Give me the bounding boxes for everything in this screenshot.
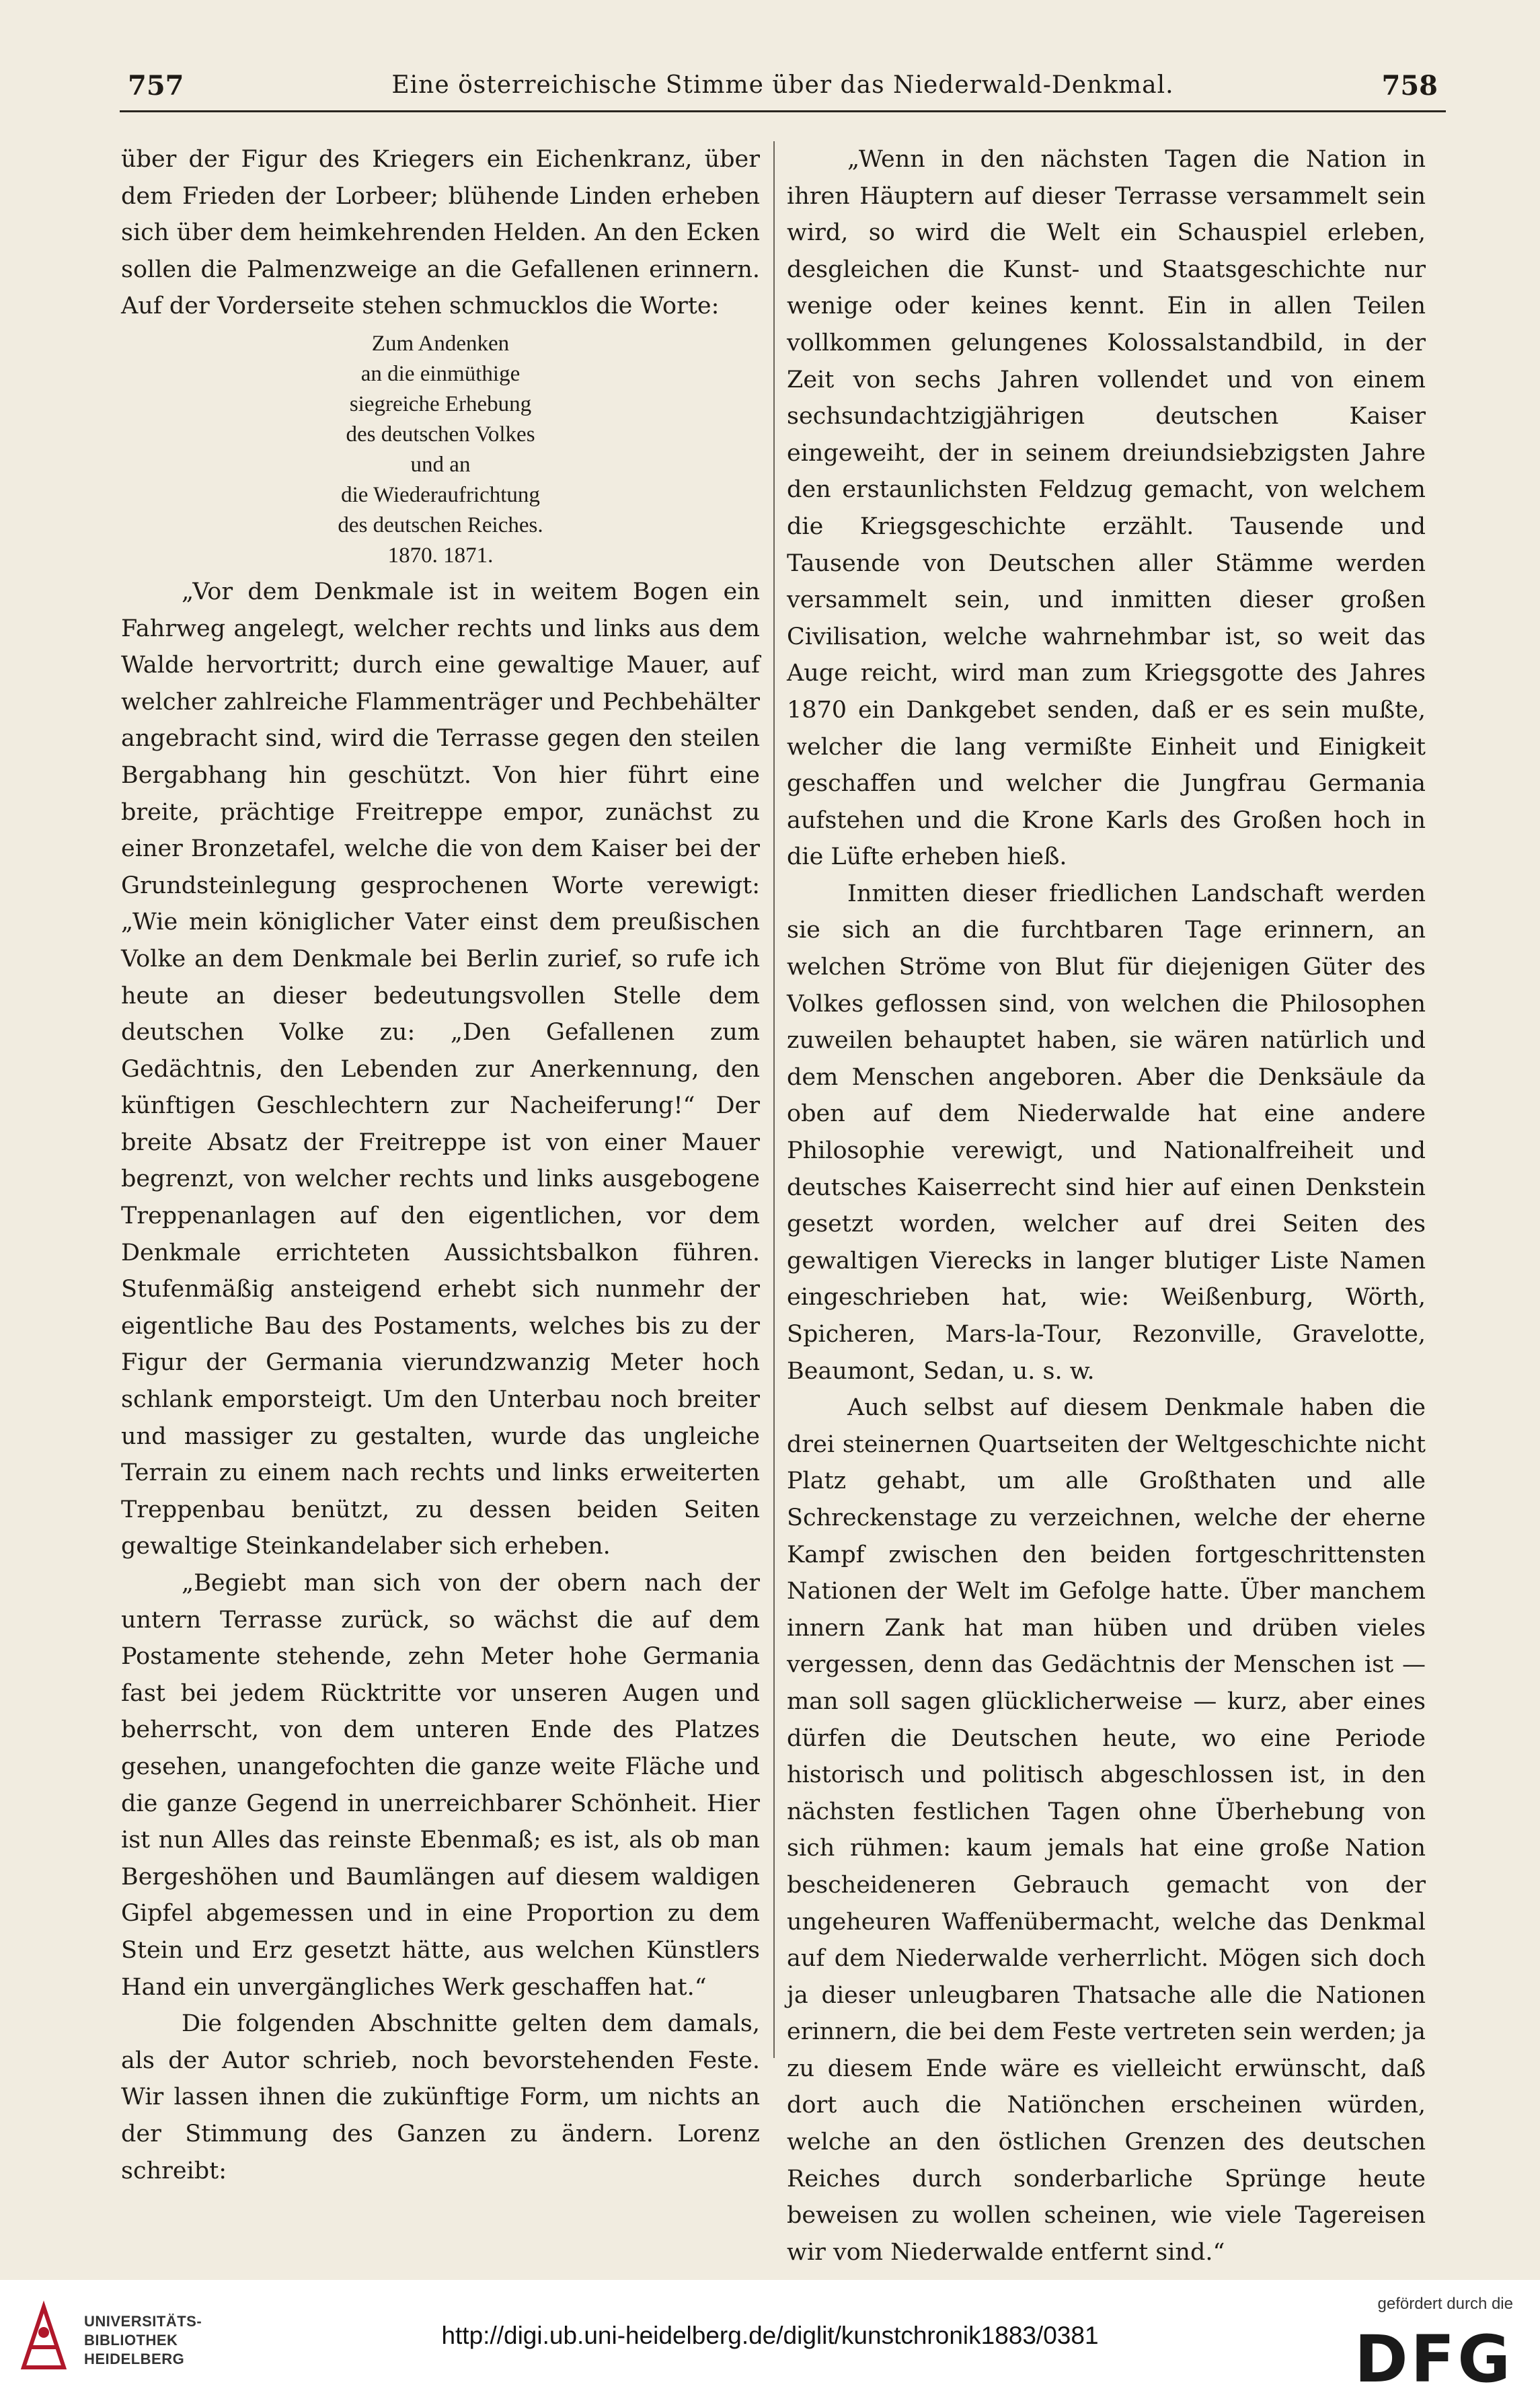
- paragraph: Auch selbst auf diesem Denkmale haben die drei steinernen Quartseiten der Weltgeschichte nicht Platz gehabt, um alle Großthaten und alle Schreckenstage zu verzeichnen, welche der eherne Kampf zwischen den beiden fortgeschrittensten Nationen der Welt im Gefolge hatte. Über manchem innern Zank hat man hüben und drüben vieles vergessen, denn das Gedächtnis der Menschen ist — man soll sagen glücklicherweise — kurz, aber eines dürfen die Deutschen heute, wo eine Periode historisch und politisch abgeschlossen ist, in den nächsten festlichen Tagen ohne Überhebung von sich rühmen: kaum jemals hat eine große Nation bescheideneren Gebrauch gemacht von der ungeheuren Waffenübermacht, welche das Denkmal auf dem Niederwalde verherrlicht. Mögen sich doch ja dieser unleugbaren Thatsache alle die Nationen erinnern, die bei dem Feste vertreten sein werden; ja zu diesem Ende wäre es vielleicht erwünscht, daß dort auch die Natiönchen erscheinen würden, welche an den östlichen Grenzen des deutschen Reiches durch sonderbarliche Sprünge heute beweisen zu wollen scheinen, wie viele Tagereisen wir vom Niederwalde entfernt sind.“: [787, 1394, 1426, 2266]
- paragraph: Die folgenden Abschnitte gelten dem damals, als der Autor schrieb, noch bevorstehenden Feste. Wir lassen ihnen die zukünftige Form, um nichts an der Stimmung des Ganzen zu ändern. Lorenz schreibt:: [121, 2010, 760, 2184]
- inscription-line: siegreiche Erhebung: [349, 391, 532, 416]
- inscription-line: Zum Andenken: [371, 331, 510, 356]
- running-header: [120, 70, 1446, 112]
- running-title: Eine österreichische Stimme über das Niederwald-Denkmal.: [391, 71, 1174, 99]
- funding-note: gefördert durch die: [1377, 2295, 1513, 2313]
- inscription-line: an die einmüthige: [360, 361, 521, 386]
- inscription-line: 1870. 1871.: [387, 543, 494, 568]
- right-column: [787, 141, 1426, 2271]
- permalink-url[interactable]: http://digi.ub.uni-heidelberg.de/diglit/kunstchronik1883/0381: [441, 2322, 1099, 2349]
- paragraph: „Begiebt man sich von der obern nach der untern Terrasse zurück, so wächst die auf dem Postamente stehende, zehn Meter hohe Germania fast bei jedem Rücktritte vor unseren Augen und beherrscht, von dem unteren Ende des Platzes gesehen, unangefochten die ganze weite Fläche und die ganze Gegend in unerreichbarer Schönheit. Hier ist nun Alles das reinste Ebenmaß; es ist, als ob man Bergeshöhen und Baumlängen auf diesem waldigen Gipfel abgemessen und in eine Proportion zu dem Stein und Erz gesetzt hätte, aus welchen Künstlers Hand ein unvergängliches Werk geschaffen hat.“: [121, 1570, 760, 2001]
- monument-inscription: [121, 329, 760, 571]
- paragraph: „Wenn in den nächsten Tagen die Nation in ihren Häuptern auf dieser Terrasse versammelt sein wird, so wird die Welt ein Schauspiel erleben, desgleichen die Kunst- und Staatsgeschichte nur wenige oder keines kennt. Ein in allen Teilen vollkommen gelungenes Kolossalstandbild, in der Zeit von sechs Jahren vollendet und von einem sechsundachtzigjährigen deutschen Kaiser eingeweiht, der in seinem dreiundsiebzigsten Jahre den erstaunlichsten Feldzug gemacht, von welchem die Kriegsgeschichte erzählt. Tausende und Tausende von Deutschen aller Stämme werden versammelt sein, und inmitten dieser großen Civilisation, welche wahrnehmbar ist, so weit das Auge reicht, wird man zum Kriegsgotte des Jahres 1870 ein Dankgebet senden, daß er es sein mußte, welcher die lang vermißte Einheit und Einigkeit geschaffen und welcher die Jungfrau Germania aufstehen und die Krone Karls des Großen hoch in die Lüfte erheben hieß.: [787, 146, 1426, 871]
- paragraph: „Vor dem Denkmale ist in weitem Bogen ein Fahrweg angelegt, welcher rechts und links aus dem Walde hervortritt; durch eine gewaltige Mauer, auf welcher zahlreiche Flammenträger und Pechbehälter angebracht sind, wird die Terrasse gegen den steilen Bergabhang hin geschützt. Von hier führt eine breite, prächtige Freitreppe empor, zunächst zu einer Bronzetafel, welche die von dem Kaiser bei der Grundsteinlegung gesprochenen Worte verewigt: „Wie mein königlicher Vater einst dem preußischen Volke an dem Denkmale bei Berlin zurief, so rufe ich heute an dieser bedeutungsvollen Stelle dem deutschen Volke zu: „Den Gefallenen zum Gedächtnis, den Lebenden zur Anerkennung, den künftigen Geschlechtern zur Nacheiferung!“ Der breite Absatz der Freitreppe ist von einer Mauer begrenzt, von welcher rechts und links ausgebogene Treppenanlagen auf den eigentlichen, vor dem Denkmale errichteten Aussichtsbalkon führen. Stufenmäßig ansteigend erhebt sich nunmehr der eigentliche Bau des Postaments, welches bis zu der Figur der Germania vierundzwanzig Meter hoch schlank emporsteigt. Um den Unterbau noch breiter und massiger zu gestalten, wurde das ungleiche Terrain zu einem nach rechts und links erweiterten Treppenbau benützt, zu dessen beiden Seiten gewaltige Steinkandelaber sich erheben.: [121, 578, 760, 1560]
- column-divider: [773, 141, 775, 2058]
- left-column: [121, 141, 760, 2189]
- inscription-line: des deutschen Reiches.: [338, 512, 543, 537]
- paragraph: Inmitten dieser friedlichen Landschaft werden sie sich an die furchtbaren Tage erinnern, an welchen Ströme von Blut für diejenigen Güter des Volkes geflossen sind, von welchen die Philosophen zuweilen behauptet haben, sie wären natürlich und dem Menschen angeboren. Aber die Denksäule da oben auf dem Niederwalde hat eine andere Philosophie verewigt, und Nationalfreiheit und deutsches Kaiserrecht sind hier auf einen Denkstein gesetzt worden, welcher auf drei Seiten des gewaltigen Vierecks in langer blutiger Liste Namen eingeschrieben hat, wie: Weißenburg, Wörth, Spicheren, Mars-la-Tour, Rezonville, Gravelotte, Beaumont, Sedan, u. s. w.: [787, 880, 1426, 1385]
- library-footer: [0, 2280, 1540, 2401]
- page-number-right: 758: [1381, 70, 1438, 102]
- dfg-logo: DFG: [1354, 2322, 1513, 2397]
- university-library-name: UNIVERSITÄTS- BIBLIOTHEK HEIDELBERG: [84, 2313, 202, 2367]
- page-number-left: 757: [128, 70, 184, 102]
- paragraph: über der Figur des Kriegers ein Eichenkranz, über dem Frieden der Lorbeer; blühende Linden erheben sich über dem heimkehrenden Helden. An den Ecken sollen die Palmenzweige an die Gefallenen erinnern. Auf der Vorderseite stehen schmucklos die Worte:: [121, 146, 760, 320]
- inscription-line: des deutschen Volkes: [346, 422, 535, 447]
- inscription-line: die Wiederaufrichtung: [341, 482, 540, 507]
- inscription-line: und an: [410, 452, 471, 477]
